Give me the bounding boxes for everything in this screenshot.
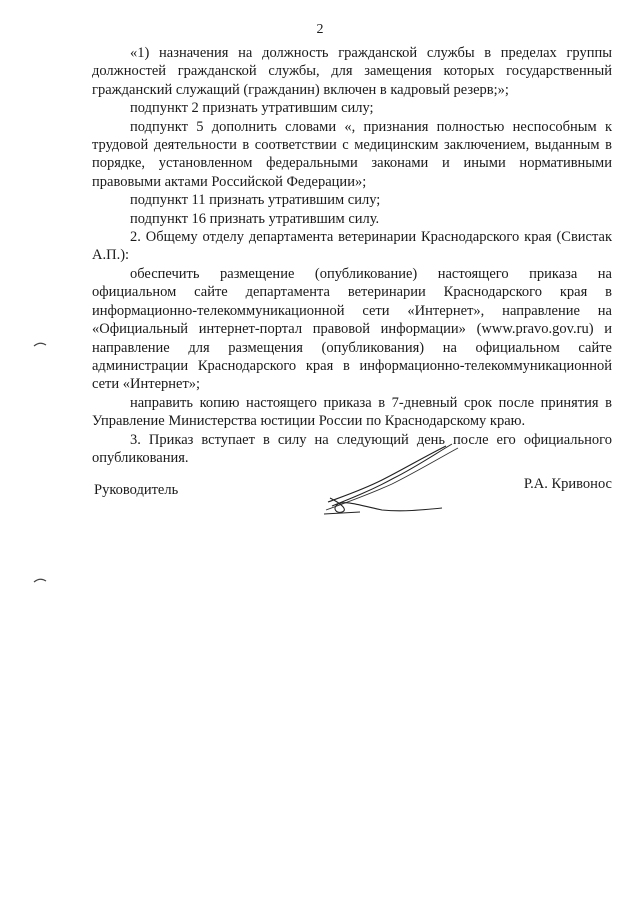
paragraph-subitem-16: подпункт 16 признать утратившим силу. xyxy=(130,210,380,227)
document-body xyxy=(92,44,612,467)
margin-mark xyxy=(33,340,47,348)
paragraph-subitem-5: подпункт 5 дополнить словами «, признания полностью неспособным к трудовой деятельности в соответствии с медицинским заключением, выданным в порядке, установленном федеральными законами и иными нормативными правовыми актами Российской Федерации»; xyxy=(92,118,612,190)
page-number: 2 xyxy=(316,22,324,37)
paragraph-clause-3: 3. Приказ вступает в силу на следующий день после его официального опубликования. xyxy=(92,431,612,466)
signatory-name: Р.А. Кривонос xyxy=(523,476,612,492)
paragraph-send-copy: направить копию настоящего приказа в 7-дневный срок после принятия в Управление Министерства юстиции России по Краснодарскому краю. xyxy=(92,394,612,430)
paragraph-clause-2: 2. Общему отделу департамента ветеринарии Краснодарского края (Свистак А.П.): xyxy=(92,229,612,264)
paragraph-item-1-text: «1) назначения на должность гражданской службы в пределах группы должностей гражданской службы, для замещения которых государственный гражданский служащий (гражданин) включен в кадровый резерв;»; xyxy=(92,45,612,98)
paragraph-subitem-2: подпункт 2 признать утратившим силу; xyxy=(130,100,374,117)
signatory-title: Руководитель xyxy=(94,482,179,498)
paragraph-subitem-11: подпункт 11 признать утратившим силу; xyxy=(130,192,381,209)
signature-block xyxy=(92,476,612,536)
paragraph-publication: обеспечить размещение (опубликование) настоящего приказа на официальном сайте департамента ветеринарии Краснодарского края в информационно-телекоммуникационной сети «Интернет», направление на «Официальный интернет-портал правовой информации» (www.pravo.gov.ru) и направление для размещения (опубликования) на официальном сайте администрации Краснодарского края в информационно-телекоммуникационной сети «Интернет»; xyxy=(92,265,612,393)
margin-mark xyxy=(33,576,47,584)
